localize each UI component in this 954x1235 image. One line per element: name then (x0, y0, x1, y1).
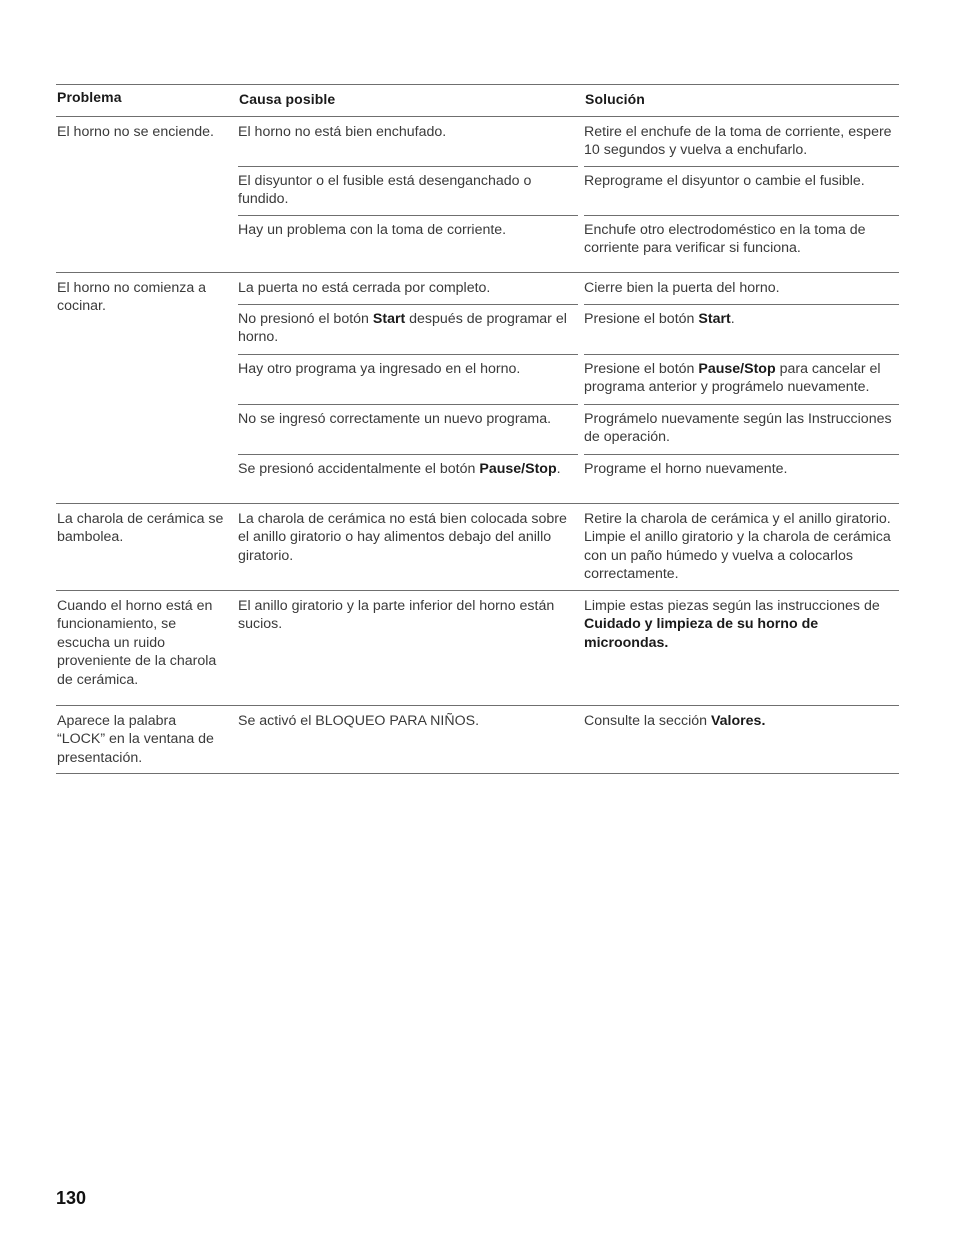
text-segment: La puerta no está cerrada por completo. (238, 280, 491, 296)
table-header (56, 84, 899, 117)
problem-text: El horno no se enciende. (57, 124, 214, 140)
problem-text: El horno no comienza a cocinar. (57, 280, 207, 315)
solution-cell (584, 706, 899, 773)
solution-cell (584, 591, 899, 697)
cause-cell (238, 591, 584, 697)
text-segment: . (556, 461, 561, 477)
cause-cell (238, 454, 584, 503)
solution-cell (584, 504, 899, 590)
text-segment: Cierre bien la puerta del horno. (584, 280, 780, 296)
text-segment: Hay otro programa ya ingresado en el horno. (238, 361, 521, 377)
text-segment: . (730, 311, 735, 327)
problem-group (56, 503, 899, 590)
cause-cell (238, 304, 584, 354)
problem-text: Cuando el horno está en funcionamiento, se escucha un ruido proveniente de la charola de cerámica. (57, 598, 217, 688)
text-segment: El anillo giratorio y la parte inferior del horno están sucios. (238, 598, 555, 633)
text-segment: La charola de cerámica no está bien colocada sobre el anillo giratorio o hay alimentos debajo del anillo giratorio. (238, 511, 567, 564)
cause-cell (238, 117, 584, 166)
text-segment: Programe el horno nuevamente. (584, 461, 788, 477)
text-segment: El disyuntor o el fusible está desenganchado o fundido. (238, 173, 532, 208)
text-segment: No presionó el botón (238, 311, 373, 327)
header-solution: Solución (585, 91, 645, 107)
table-row (238, 304, 899, 354)
text-segment: Presione el botón (584, 311, 699, 327)
problem-group (56, 272, 899, 503)
troubleshooting-table (56, 84, 899, 774)
text-segment: Reprograme el disyuntor o cambie el fusible. (584, 173, 865, 189)
cause-cell (238, 273, 584, 304)
table-row (238, 273, 899, 304)
bold-term: Pause/Stop (698, 361, 776, 377)
solution-cell (584, 166, 899, 215)
solution-cell (584, 273, 899, 304)
solution-cell (584, 454, 899, 503)
problem-group (56, 705, 899, 774)
text-segment: para cancelar el programa anterior y prográmelo nuevamente. (584, 361, 881, 396)
bold-term: Pause/Stop (479, 461, 557, 477)
solution-cell (584, 404, 899, 454)
text-segment: Hay un problema con la toma de corriente. (238, 222, 507, 238)
solution-cell (584, 215, 899, 264)
problem-text: Aparece la palabra “LOCK” en la ventana de presentación. (57, 713, 214, 766)
problem-group (56, 590, 899, 697)
bold-term: Start (698, 311, 731, 327)
text-segment: Se activó el BLOQUEO PARA NIÑOS. (238, 713, 480, 729)
table-row (238, 454, 899, 503)
text-segment: El horno no está bien enchufado. (238, 124, 447, 140)
text-segment: después de programar el horno. (238, 311, 567, 346)
text-segment: No se ingresó correctamente un nuevo programa. (238, 411, 552, 427)
bold-term: Cuidado y limpieza de su horno de microondas. (584, 616, 819, 651)
table-row (238, 215, 899, 264)
table-row (238, 404, 899, 454)
text-segment: Retire el enchufe de la toma de corriente, espere 10 segundos y vuelva a enchufarlo. (584, 124, 892, 159)
table-row (238, 706, 899, 773)
text-segment: Enchufe otro electrodoméstico en la toma de corriente para verificar si funciona. (584, 222, 866, 257)
header-problem: Problema (57, 89, 122, 105)
solution-cell (584, 117, 899, 166)
text-segment: Prográmelo nuevamente según las Instrucciones de operación. (584, 411, 892, 446)
text-segment: Consulte la sección (584, 713, 711, 729)
bold-term: Start (372, 311, 406, 327)
text-segment: Presione el botón (584, 361, 699, 377)
text-segment: Se presionó accidentalmente el botón (238, 461, 480, 477)
solution-cell (584, 304, 899, 354)
problem-text: La charola de cerámica se bambolea. (57, 511, 224, 546)
cause-cell (238, 215, 584, 264)
table-row (238, 117, 899, 166)
text-segment: Limpie estas piezas según las instrucciones de (584, 598, 880, 614)
cause-cell (238, 166, 584, 215)
solution-cell (584, 354, 899, 404)
problem-group (56, 117, 899, 264)
table-row (238, 354, 899, 404)
text-segment: Retire la charola de cerámica y el anillo giratorio. Limpie el anillo giratorio y la charola de cerámica con un paño húmedo y vuelva a colocarlos correctamente. (584, 511, 891, 583)
cause-cell (238, 706, 584, 773)
bold-term: Valores. (710, 713, 766, 729)
cause-cell (238, 354, 584, 404)
table-body (56, 117, 899, 774)
cause-cell (238, 504, 584, 590)
table-row (238, 166, 899, 215)
table-row (238, 591, 899, 697)
table-row (238, 504, 899, 590)
page-number: 130 (56, 1188, 87, 1208)
header-cause: Causa posible (239, 91, 336, 107)
cause-cell (238, 404, 584, 454)
